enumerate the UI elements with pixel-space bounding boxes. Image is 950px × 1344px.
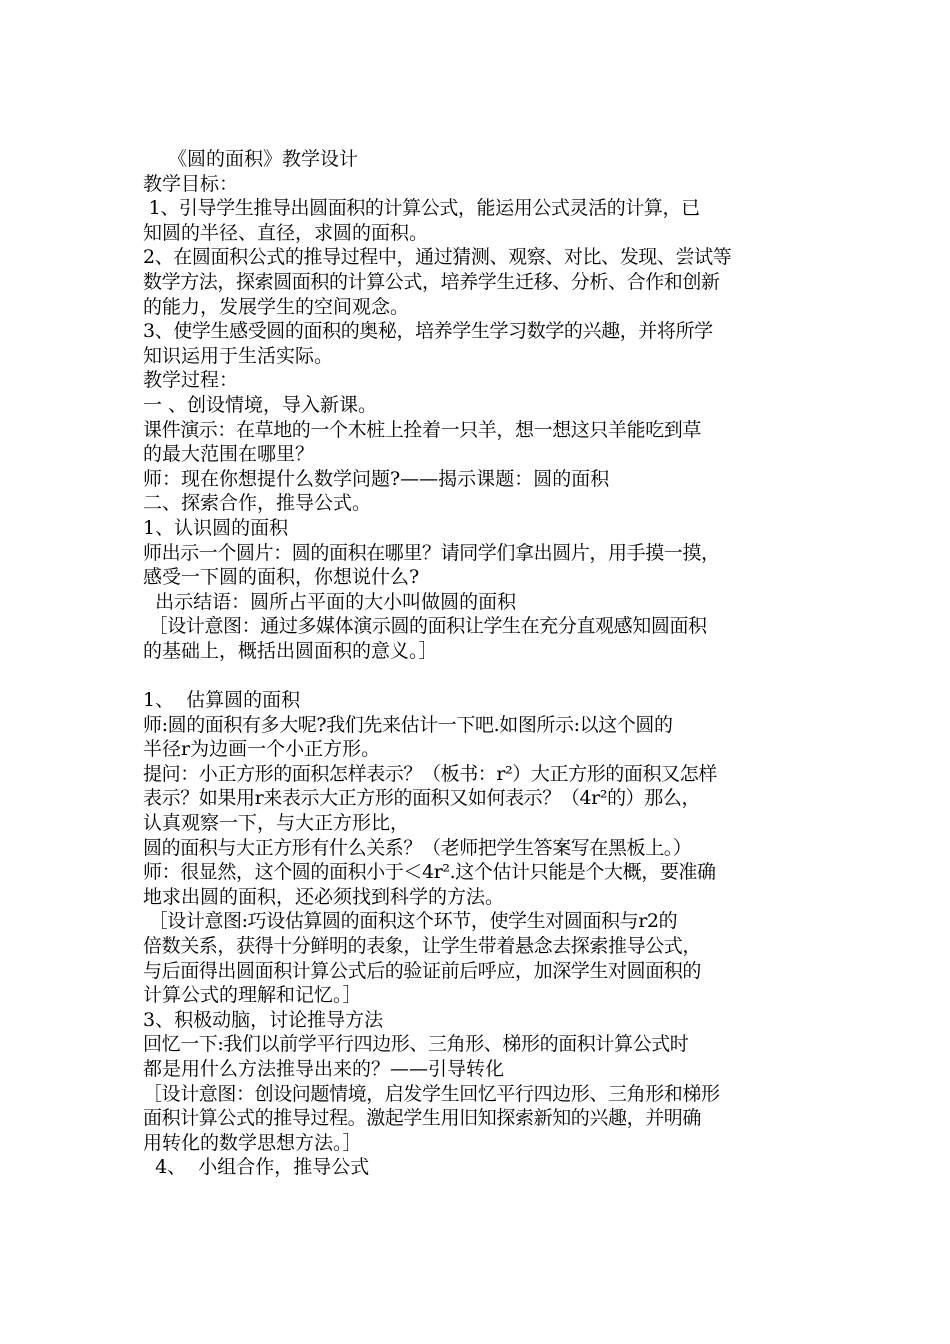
text-line: 计算公式的理解和记忆。］ [143, 984, 362, 1007]
text-line: 1、引导学生推导出圆面积的计算公式，能运用公式灵活的计算，已 [143, 197, 700, 220]
text-line: 半径r为边画一个小正方形。 [143, 738, 381, 761]
text-line: 数学方法，探索圆面积的计算公式，培养学生迁移、分析、合作和创新 [143, 270, 720, 293]
text-line: 的基础上，概括出圆面积的意义。］ [143, 639, 438, 662]
text-line: ［设计意图:巧设估算圆的面积这个环节，使学生对圆面积与r2的 [143, 910, 678, 933]
text-line: 师:圆的面积有多大呢?我们先来估计一下吧.如图所示:以这个圆的 [143, 713, 673, 736]
text-line: 与后面得出圆面积计算公式后的验证前后呼应，加深学生对圆面积的 [143, 959, 702, 982]
text-line: 一 、创设情境，导入新课。 [143, 393, 378, 416]
text-line: 回忆一下:我们以前学平行四边形、三角形、梯形的面积计算公式时 [143, 1033, 689, 1056]
text-line: 地求出圆的面积，还必须找到科学的方法。 [143, 885, 505, 908]
text-line: 师出示一个圆片：圆的面积在哪里？请同学们拿出圆片，用手摸一摸， [143, 541, 720, 564]
text-line: 圆的面积与大正方形有什么关系？（老师把学生答案写在黑板上。） [143, 836, 692, 859]
text-line: 出示结语：圆所占平面的大小叫做圆的面积 [143, 590, 517, 613]
text-line: 1、认识圆的面积 [143, 516, 289, 539]
text-line: 二、探索合作，推导公式。 [143, 492, 372, 515]
text-line: 4、 小组合作，推导公式 [143, 1156, 370, 1179]
text-line: 表示？如果用r来表示大正方形的面积又如何表示？（4r²的）那么， [143, 787, 701, 810]
blank-line [143, 663, 833, 688]
text-line: 教学目标： [143, 172, 239, 195]
text-line: 师：很显然，这个圆的面积小于＜4r².这个估计只能是个大概，要准确 [143, 861, 716, 884]
text-line: ［设计意图：通过多媒体演示圆的面积让学生在充分直观感知圆面积 [143, 615, 707, 638]
text-line: 3、积极动脑，讨论推导方法 [143, 1008, 384, 1031]
text-line: 倍数关系，获得十分鲜明的表象，让学生带着悬念去探索推导公式， [143, 935, 702, 957]
text-line: 教学过程： [143, 369, 239, 392]
text-line: 课件演示：在草地的一个木桩上拴着一只羊，想一想这只羊能吃到草 [143, 418, 702, 441]
text-line: 的能力，发展学生的空间观念。 [143, 295, 410, 318]
text-line: 认真观察一下，与大正方形比， [143, 812, 410, 835]
text-line: 1、 估算圆的面积 [143, 689, 301, 712]
text-line: 用转化的数学思想方法。］ [143, 1131, 362, 1154]
text-line: 都是用什么方法推导出来的？——引导转化 [143, 1057, 505, 1080]
text-line: 面积计算公式的推导过程。激起学生用旧知探索新知的兴趣，并明确 [143, 1107, 702, 1130]
text-line: 3、使学生感受圆的面积的奥秘，培养学生学习数学的兴趣，并将所学 [143, 320, 713, 343]
text-line: 知识运用于生活实际。 [143, 344, 334, 367]
text-line: 的最大范围在哪里？ [143, 443, 315, 466]
text-line: 提问：小正方形的面积怎样表示？（板书：r²）大正方形的面积又怎样 [143, 762, 717, 785]
text-line: 知圆的半径、直径，求圆的面积。 [143, 221, 429, 244]
text-line: 2、在圆面积公式的推导过程中，通过猜测、观察、对比、发现、尝试等 [143, 246, 732, 269]
document-body [143, 147, 833, 1180]
document-title: 《圆的面积》教学设计 [168, 148, 359, 170]
text-line: ［设计意图：创设问题情境，启发学生回忆平行四边形、三角形和梯形 [143, 1082, 720, 1105]
text-line: 感受一下圆的面积，你想说什么? [143, 566, 420, 589]
text-line: 师：现在你想提什么数学问题?——揭示课题：圆的面积 [143, 467, 610, 490]
